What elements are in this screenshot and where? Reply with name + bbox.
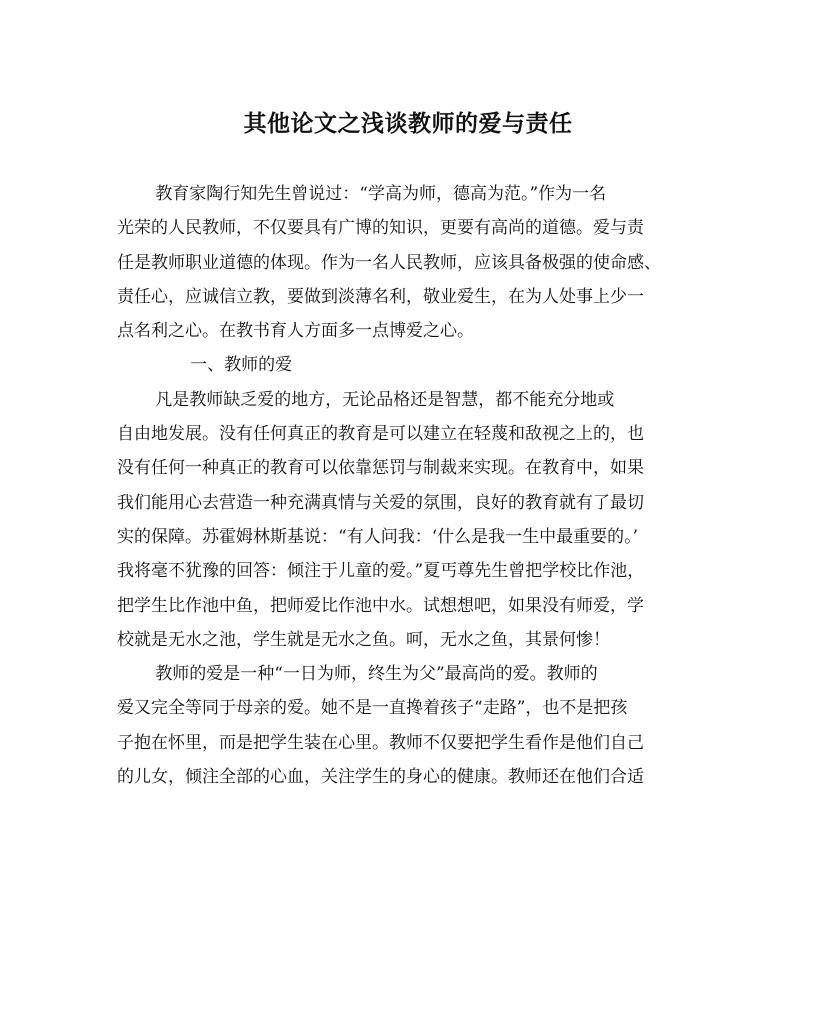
document-body: [117, 177, 697, 794]
paragraph-intro: 教育家陶行知先生曾说过：“学高为师，德高为范。”作为一名 光荣的人民教师，不仅要具有广博的知识，更要有高尚的道德。爱与责 任是教师职业道德的体现。作为一名人民教师，应该具备极强的使命感、 责任心，应诚信立教，要做到淡薄名利，敬业爱生，在为人处事上少一 点名利之心。在教书育人方面多一点博爱之心。: [117, 184, 661, 342]
paragraph-love-nature: 教师的爱是一种“一日为师，终生为父”最高尚的爱。教师的 爱又完全等同于母亲的爱。她不是一直搀着孩子“走路”，也不是把孩 子抱在怀里，而是把学生装在心里。教师不仅要把学生看作是他们自己 的儿女，倾注全部的心血，关注学生的身心的健康。教师还在他们合适: [117, 664, 644, 788]
paragraph-love-importance: 凡是教师缺乏爱的地方，无论品格还是智慧，都不能充分地或 自由地发展。没有任何真正的教育是可以建立在轻蔑和敌视之上的，也 没有任何一种真正的教育可以依靠惩罚与制裁来实现。在教育中，如果 我们能用心去营造一种充满真情与关爱的氛围，良好的教育就有了最切 实的保障。苏霍姆林斯基说：“有人问我：‘什么是我一生中最重要的。’ 我将毫不犹豫的回答：倾注于儿童的爱。”夏丐尊先生曾把学校比作池， 把学生比作池中鱼，把师爱比作池中水。试想想吧，如果没有师爱，学 校就是无水之池，学生就是无水之鱼。呵，无水之鱼，其景何惨！: [117, 389, 645, 650]
document-title: 其他论文之浅谈教师的爱与责任: [243, 110, 573, 137]
section-heading-teacher-love: 一、教师的爱: [190, 355, 293, 376]
